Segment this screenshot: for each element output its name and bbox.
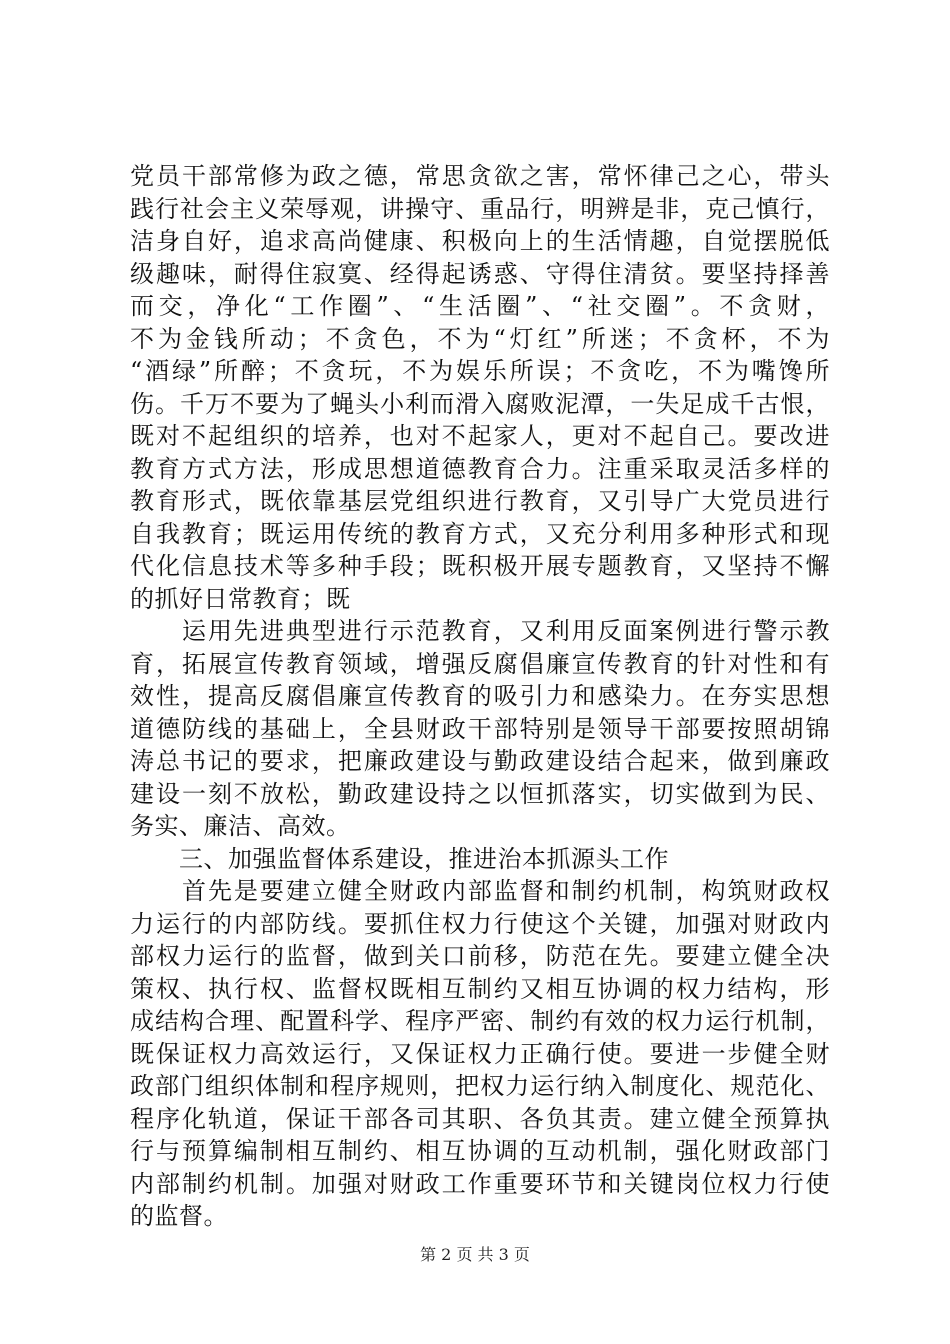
document-body xyxy=(130,160,830,1233)
text-line: 不为金钱所动；不贪色，不为“灯红”所迷；不贪杯，不为 xyxy=(130,324,830,353)
text-line: 自我教育；既运用传统的教育方式，又充分利用多种形式和现 xyxy=(130,519,830,548)
text-line: 行与预算编制相互制约、相互协调的互动机制，强化财政部门 xyxy=(130,1137,830,1165)
text-line: 成结构合理、配置科学、程序严密、制约有效的权力运行机制， xyxy=(130,1007,830,1035)
text-line: 道德防线的基础上，全县财政干部特别是领导干部要按照胡锦 xyxy=(130,714,830,743)
text-line: 建设一刻不放松，勤政建设持之以恒抓落实，切实做到为民、 xyxy=(130,779,830,808)
text-line: 教育方式方法，形成思想道德教育合力。注重采取灵活多样的 xyxy=(130,454,830,483)
text-line: 既保证权力高效运行，又保证权力正确行使。要进一步健全财 xyxy=(130,1039,830,1068)
text-line: 运用先进典型进行示范教育，又利用反面案例进行警示教 xyxy=(130,617,830,645)
text-line: 而交，净化“工作圈”、“生活圈”、“社交圈”。不贪财， xyxy=(130,292,830,320)
text-line: 务实、廉洁、高效。 xyxy=(130,812,351,840)
text-line: 教育形式，既依靠基层党组织进行教育，又引导广大党员进行 xyxy=(130,487,830,515)
text-line: 伤。千万不要为了蝇头小利而滑入腐败泥潭，一失足成千古恨， xyxy=(130,389,830,418)
text-line: 三、加强监督体系建设，推进治本抓源头工作 xyxy=(130,844,669,873)
text-line: 力运行的内部防线。要抓住权力行使这个关键，加强对财政内 xyxy=(130,909,830,938)
page-number-footer: 第 2 页 共 3 页 xyxy=(420,1245,530,1264)
text-line: 政部门组织体制和程序规则，把权力运行纳入制度化、规范化、 xyxy=(130,1072,830,1100)
text-line: 育，拓展宣传教育领域，增强反腐倡廉宣传教育的针对性和有 xyxy=(130,649,830,678)
text-line: 涛总书记的要求，把廉政建设与勤政建设结合起来，做到廉政 xyxy=(130,747,830,775)
text-line: 代化信息技术等多种手段；既积极开展专题教育，又坚持不懈 xyxy=(130,552,830,580)
text-line: “酒绿”所醉；不贪玩，不为娱乐所误；不贪吃，不为嘴馋所 xyxy=(130,357,830,385)
text-line: 程序化轨道，保证干部各司其职、各负其责。建立健全预算执 xyxy=(130,1104,830,1133)
text-line: 效性，提高反腐倡廉宣传教育的吸引力和感染力。在夯实思想 xyxy=(130,682,830,710)
text-line: 部权力运行的监督，做到关口前移，防范在先。要建立健全决 xyxy=(130,942,830,970)
text-line: 的抓好日常教育；既 xyxy=(130,584,351,613)
text-line: 首先是要建立健全财政内部监督和制约机制，构筑财政权 xyxy=(130,877,830,905)
text-line: 党员干部常修为政之德，常思贪欲之害，常怀律己之心，带头 xyxy=(130,162,830,190)
text-line: 级趣味，耐得住寂寞、经得起诱惑、守得住清贫。要坚持择善 xyxy=(130,259,830,288)
text-line: 内部制约机制。加强对财政工作重要环节和关键岗位权力行使 xyxy=(130,1169,830,1198)
text-line: 策权、执行权、监督权既相互制约又相互协调的权力结构，形 xyxy=(130,974,830,1003)
text-line: 既对不起组织的培养，也对不起家人，更对不起自己。要改进 xyxy=(130,422,830,450)
text-line: 洁身自好，追求高尚健康、积极向上的生活情趣，自觉摆脱低 xyxy=(130,227,830,255)
text-line: 的监督。 xyxy=(130,1202,228,1230)
text-line: 践行社会主义荣辱观，讲操守、重品行，明辨是非，克己慎行， xyxy=(130,194,830,223)
